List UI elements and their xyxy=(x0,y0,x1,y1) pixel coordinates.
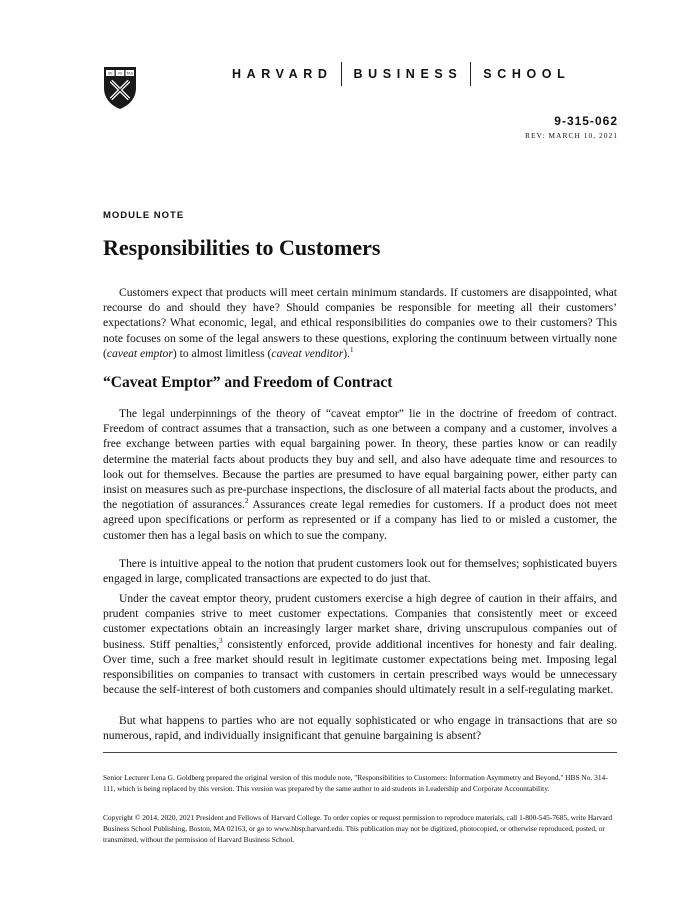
brand-word-school: SCHOOL xyxy=(483,67,571,81)
shield-motto-3: TAS xyxy=(126,71,134,76)
brand-word-harvard: HARVARD xyxy=(232,67,333,81)
shield-motto-1: VE xyxy=(107,71,113,76)
brand-wordmark xyxy=(232,62,570,86)
hbs-shield-logo xyxy=(103,66,137,110)
shield-motto-2: RI xyxy=(118,71,122,76)
intro-paragraph: Customers expect that products will meet certain minimum standards. If customers are disappointed, what recourse do and should they have? Should companies be responsible for meeting all their customers’ expectations? What economic, legal, and ethical responsibilities do companies owe to their customers? This note focuses on some of the legal answers to these questions, exploring the continuum between virtually none (caveat emptor) to almost limitless (caveat venditor).$^1$ xyxy=(103,286,617,360)
brand-divider xyxy=(341,62,342,86)
document-number: 9-315-062 xyxy=(554,114,618,128)
footnote-ref-1: 1 xyxy=(349,345,354,354)
brand-divider xyxy=(470,62,471,86)
revision-date: REV: MARCH 10, 2021 xyxy=(524,131,618,140)
body-paragraph-2: There is intuitive appeal to the notion that prudent customers look out for themselves; sophisticated buyers engaged in large, complicated transactions are expected to do just that. xyxy=(103,557,617,586)
term-caveat-emptor: caveat emptor xyxy=(106,346,173,360)
body-paragraph-3: Under the caveat emptor theory, prudent customers exercise a high degree of caution in their affairs, and prudent companies strive to meet customer expectations. Companies that consistently meet or exceed customer expectations obtain an increasingly larger market share, driving unscrupulous companies out of business. Stiff penalties,$^3$ consistently enforced, provide additional incentives for honesty and fair dealing. Over time, such a free market should result in legitimate customer expectations being met. Imposing legal responsibilities on companies to transact with customers in certain prescribed ways would be unnecessary because the self-interest of both customers and companies should ultimately result in a self-regulating market. xyxy=(103,592,617,697)
copyright-notice: Copyright © 2014, 2020, 2021 President and Fellows of Harvard College. To order copies or request permission to reproduce materials, call 1-800-545-7685, write Harvard Business School Publishing, Boston, MA 02163, or go to www.hbsp.harvard.edu. This publication may not be digitized, photocopied, or otherwise reproduced, posted, or transmitted, without the permission of Harvard Business School. xyxy=(103,813,613,844)
footer-divider xyxy=(103,752,617,753)
body-paragraph-1: The legal underpinnings of the theory of “caveat emptor” lie in the doctrine of freedom of contract. Freedom of contract assumes that a transaction, such as one between a company and a customer, involves a free exchange between parties with equal bargaining power. In theory, these parties know or can readily determine the material facts about products they buy and sell, and also have adequate time and resources to look out for themselves. Because the parties are presumed to have equal bargaining power, either party can insist on measures such as pre-purchase inspections, the disclosure of all material facts about the products, and the negotiation of assurances.$^2$ Assurances create legal remedies for customers. If a product does not meet agreed upon specifications or perform as represented or if a company has lied to or misled a customer, the customer then has a legal basis on which to sue the company. xyxy=(103,407,617,542)
author-note: Senior Lecturer Lena G. Goldberg prepared the original version of this module note, "Responsibilities to Customers: Information Asymmetry and Beyond," HBS No. 314-111, which is being replaced by this version. This version was prepared by the same author to aid students in Leadership and Corporate Accountability. xyxy=(103,773,608,793)
footnote-ref-3: 3 xyxy=(219,636,223,645)
brand-word-business: BUSINESS xyxy=(353,67,463,81)
module-label: MODULE NOTE xyxy=(103,210,185,221)
body-paragraph-4: But what happens to parties who are not equally sophisticated or who engage in transactions that are so numerous, rapid, and individually insignificant that genuine bargaining is absent? xyxy=(103,714,617,743)
footnote-ref-2: 2 xyxy=(244,497,249,506)
page-title: Responsibilities to Customers xyxy=(103,235,381,260)
term-caveat-venditor: caveat venditor xyxy=(271,346,344,360)
section-heading: “Caveat Emptor” and Freedom of Contract xyxy=(103,374,393,391)
